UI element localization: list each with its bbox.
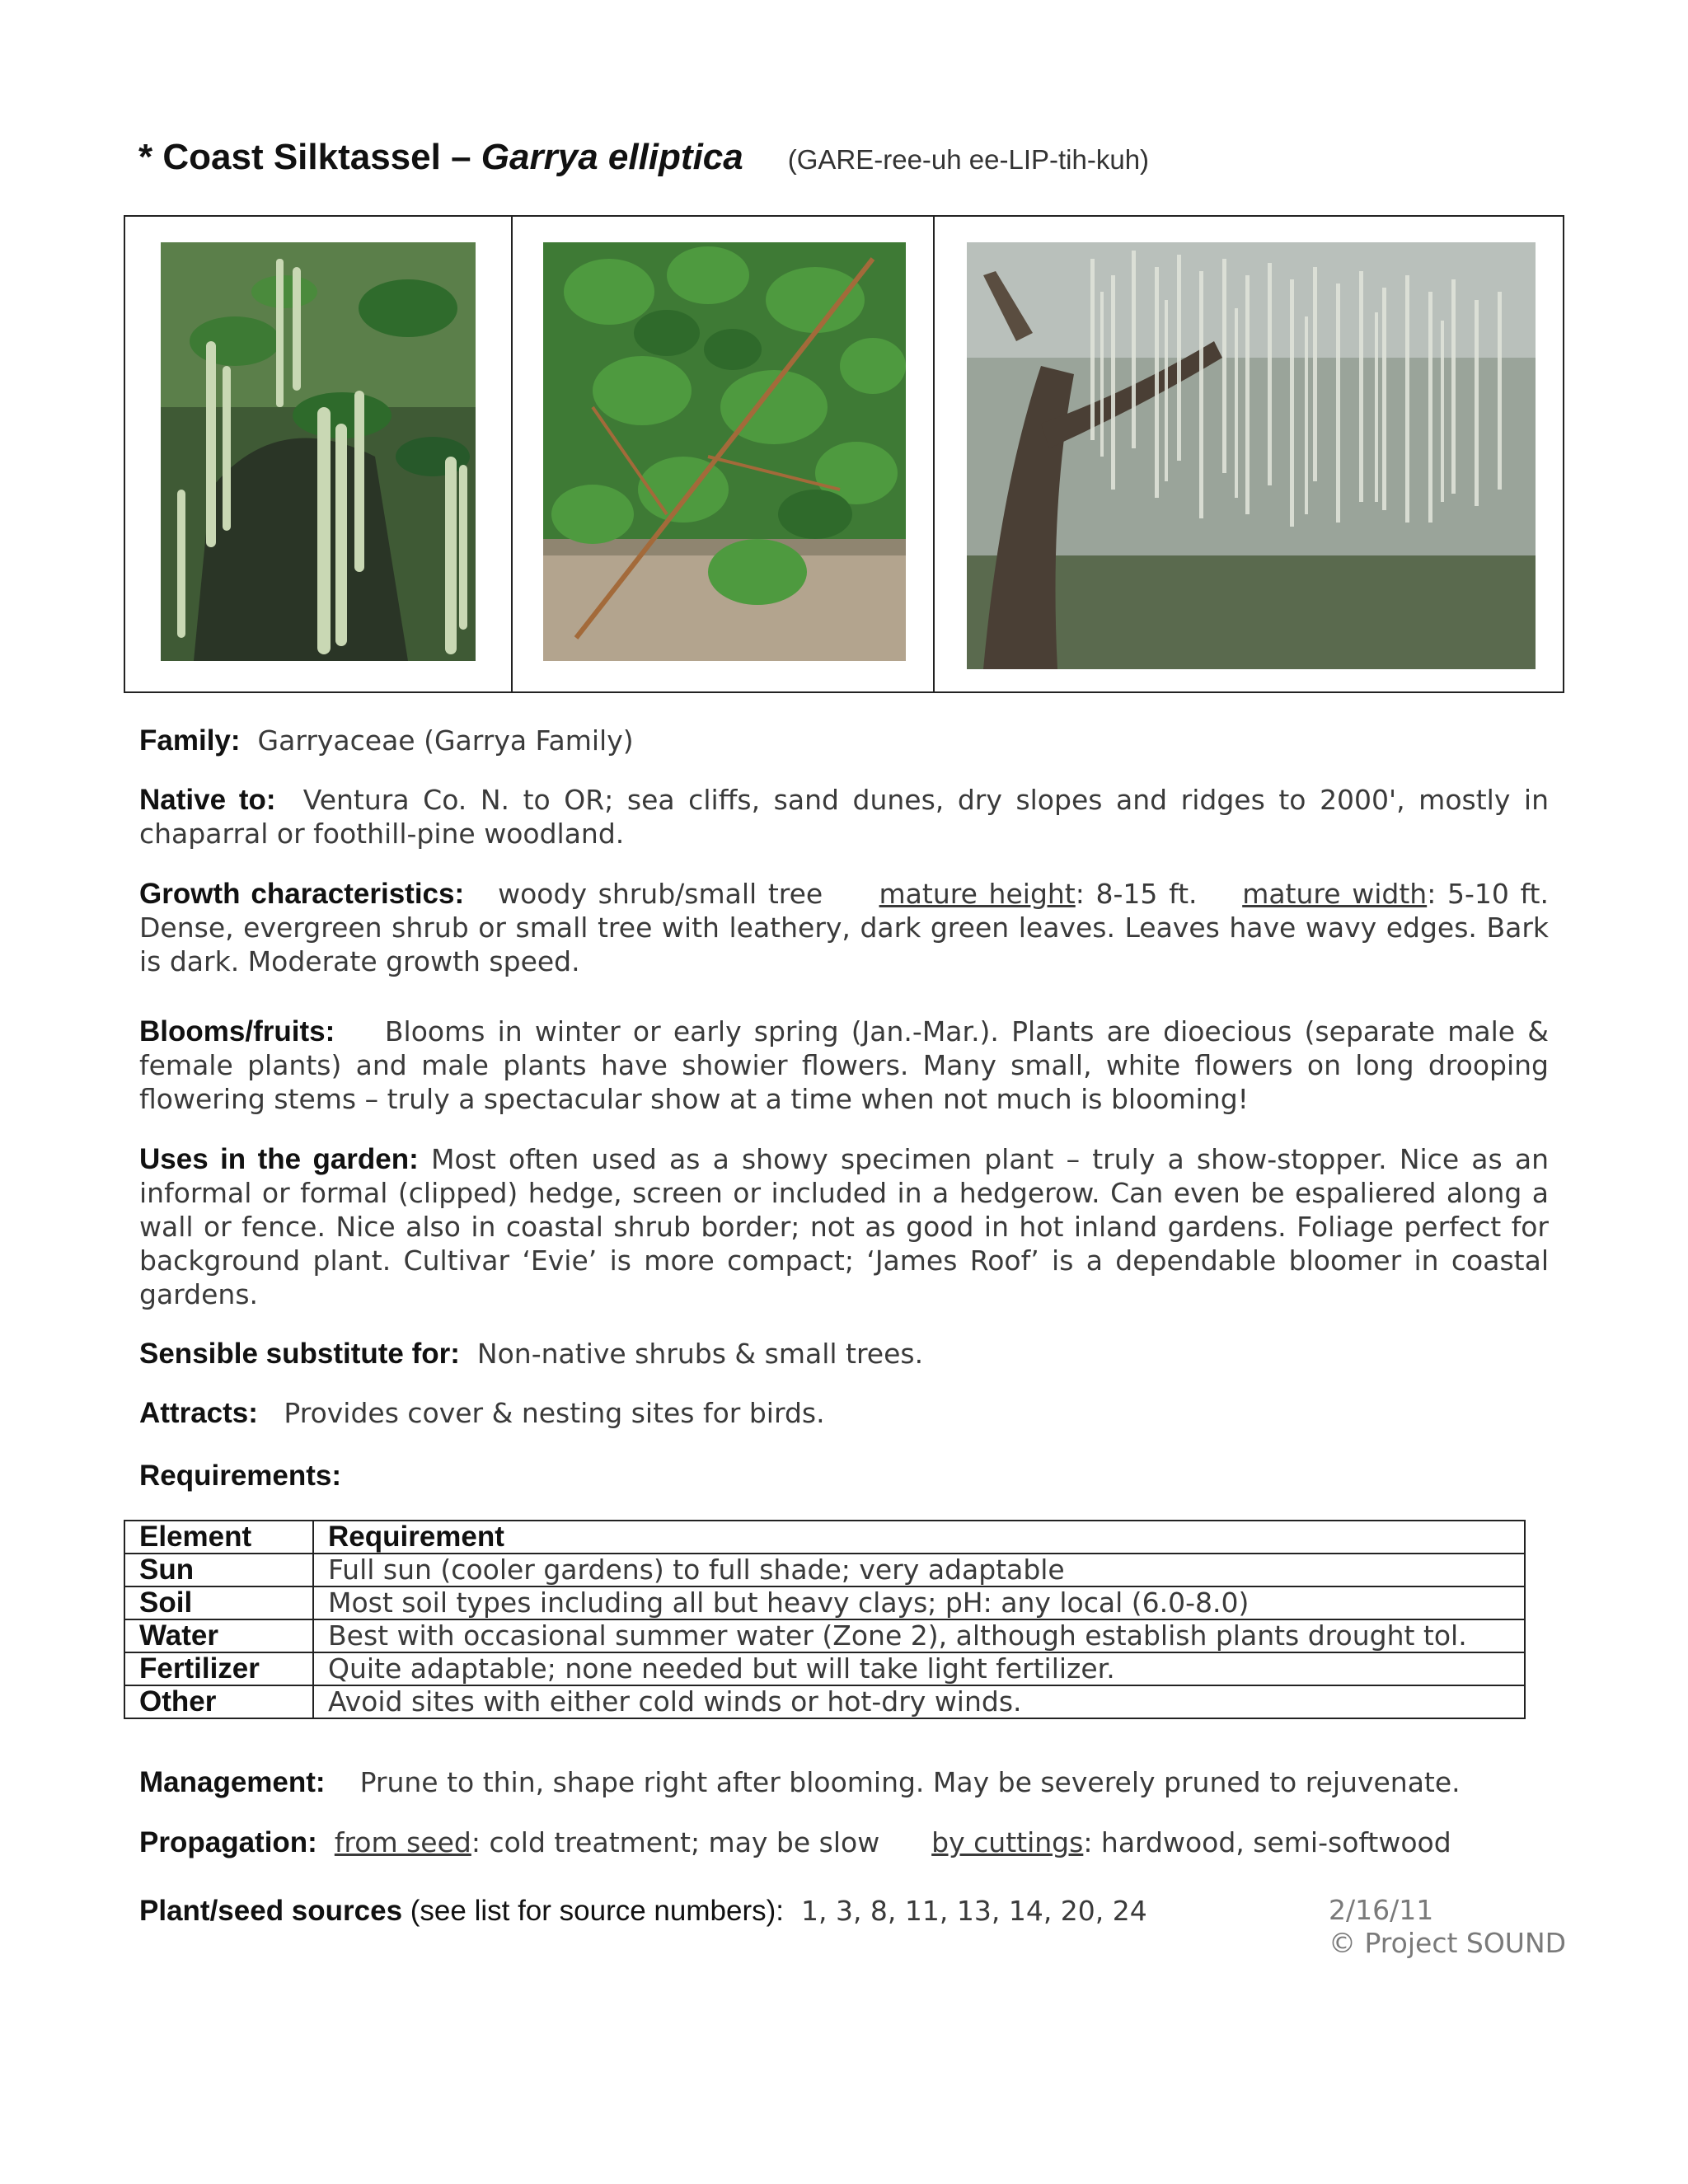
uses-section — [139, 1142, 1549, 1311]
uses-label: Uses in the garden: — [139, 1143, 419, 1175]
mature-width-label: mature width — [1242, 878, 1428, 910]
growth-text: Dense, evergreen shrub or small tree with leathery, dark green leaves. Leaves have wavy edges. Bark is dark. Moderate growth speed. — [139, 912, 1549, 977]
element-cell: Sun — [124, 1554, 313, 1586]
growth-section — [139, 877, 1549, 978]
management-label: Management: — [139, 1766, 326, 1798]
propagation-section — [139, 1825, 1549, 1859]
requirement-cell: Avoid sites with either cold winds or hot-dry winds. — [313, 1685, 1525, 1718]
from-seed-text: : cold treatment; may be slow — [471, 1826, 880, 1858]
table-row — [124, 1554, 1525, 1586]
common-name: * Coast Silktassel — [138, 137, 441, 177]
tassel-flowers-photo — [161, 242, 476, 661]
table-header-row — [124, 1521, 1525, 1554]
requirement-cell: Best with occasional summer water (Zone 2), although establish plants drought tol. — [313, 1619, 1525, 1652]
attracts-label: Attracts: — [139, 1397, 258, 1429]
requirements-table — [124, 1520, 1526, 1719]
growth-label: Growth characteristics: — [139, 878, 465, 910]
copyright: © Project SOUND — [1329, 1927, 1567, 1959]
photo-divider — [511, 217, 513, 691]
requirements-label: Requirements: — [139, 1460, 342, 1492]
management-text: Prune to thin, shape right after blooming. May be severely pruned to rejuvenate. — [359, 1766, 1461, 1798]
substitute-section — [139, 1337, 1549, 1371]
element-cell: Fertilizer — [124, 1652, 313, 1685]
title-dash: – — [440, 137, 481, 177]
native-text: Ventura Co. N. to OR; sea cliffs, sand dunes, dry slopes and ridges to 2000', mostly in chaparral or foothill-pine woodland. — [139, 784, 1549, 850]
element-cell: Soil — [124, 1586, 313, 1619]
page-title — [138, 137, 1540, 178]
requirement-cell: Full sun (cooler gardens) to full shade; very adaptable — [313, 1554, 1525, 1586]
element-cell: Water — [124, 1619, 313, 1652]
requirements-heading — [139, 1459, 1549, 1493]
requirement-cell: Quite adaptable; none needed but will take light fertilizer. — [313, 1652, 1525, 1685]
table-row — [124, 1685, 1525, 1718]
family-text: Garryaceae (Garrya Family) — [257, 724, 634, 757]
pronunciation: (GARE-ree-uh ee-LIP-tih-kuh) — [787, 144, 1150, 175]
family-label: Family: — [139, 724, 241, 757]
substitute-label: Sensible substitute for: — [139, 1338, 460, 1370]
propagation-label: Propagation: — [139, 1826, 317, 1858]
growth-form: woody shrub/small tree — [498, 878, 823, 910]
native-label: Native to: — [139, 784, 276, 816]
element-header: Element — [124, 1521, 313, 1554]
requirement-header: Requirement — [313, 1521, 1525, 1554]
revision-date: 2/16/11 — [1329, 1894, 1434, 1926]
leafy-branch-photo — [543, 242, 906, 661]
scientific-name: Garrya elliptica — [481, 137, 743, 177]
substitute-text: Non-native shrubs & small trees. — [476, 1338, 924, 1370]
by-cuttings-text: : hardwood, semi-softwood — [1083, 1826, 1451, 1858]
table-row — [124, 1619, 1525, 1652]
sources-label: Plant/seed sources — [139, 1895, 403, 1927]
native-section — [139, 783, 1549, 851]
tree-with-tassels-photo — [967, 242, 1536, 669]
mature-height-value: : 8-15 ft. — [1075, 878, 1198, 910]
from-seed-label: from seed — [334, 1826, 471, 1858]
attracts-text: Provides cover & nesting sites for birds. — [284, 1397, 825, 1429]
by-cuttings-label: by cuttings — [931, 1826, 1084, 1858]
photo-strip — [124, 215, 1564, 693]
uses-text: Most often used as a showy specimen plant – truly a show-stopper. Nice as an informal or formal (clipped) hedge, screen or included in a hedgerow. Can even be espaliered along a wall or fence. Nice also in coastal shrub border; not as good in hot inland gardens. Foliage perfect for background plant. Cultivar ‘Evie’ is more compact; ‘James Roof’ is a dependable bloomer in coastal gardens. — [139, 1143, 1549, 1310]
blooms-text: Blooms in winter or early spring (Jan.-Mar.). Plants are dioecious (separate male & female plants) and male plants have showier flowers. Many small, white flowers on long drooping flowering stems – truly a spectacular show at a time when not much is blooming! — [139, 1015, 1549, 1115]
table-row — [124, 1586, 1525, 1619]
photo-divider — [933, 217, 935, 691]
management-section — [139, 1765, 1549, 1799]
attracts-section — [139, 1396, 1549, 1430]
mature-width-value: : 5-10 ft. — [1427, 878, 1549, 910]
family-section — [139, 724, 1549, 757]
blooms-label: Blooms/fruits: — [139, 1015, 335, 1047]
blooms-section — [139, 1015, 1549, 1116]
mature-height-label: mature height — [879, 878, 1076, 910]
source-numbers: 1, 3, 8, 11, 13, 14, 20, 24 — [800, 1895, 1147, 1927]
table-row — [124, 1652, 1525, 1685]
sources-section — [139, 1894, 1310, 1928]
footer — [1329, 1894, 1566, 1960]
element-cell: Other — [124, 1685, 313, 1718]
requirement-cell: Most soil types including all but heavy clays; pH: any local (6.0-8.0) — [313, 1586, 1525, 1619]
sources-note: (see list for source numbers): — [402, 1895, 784, 1927]
